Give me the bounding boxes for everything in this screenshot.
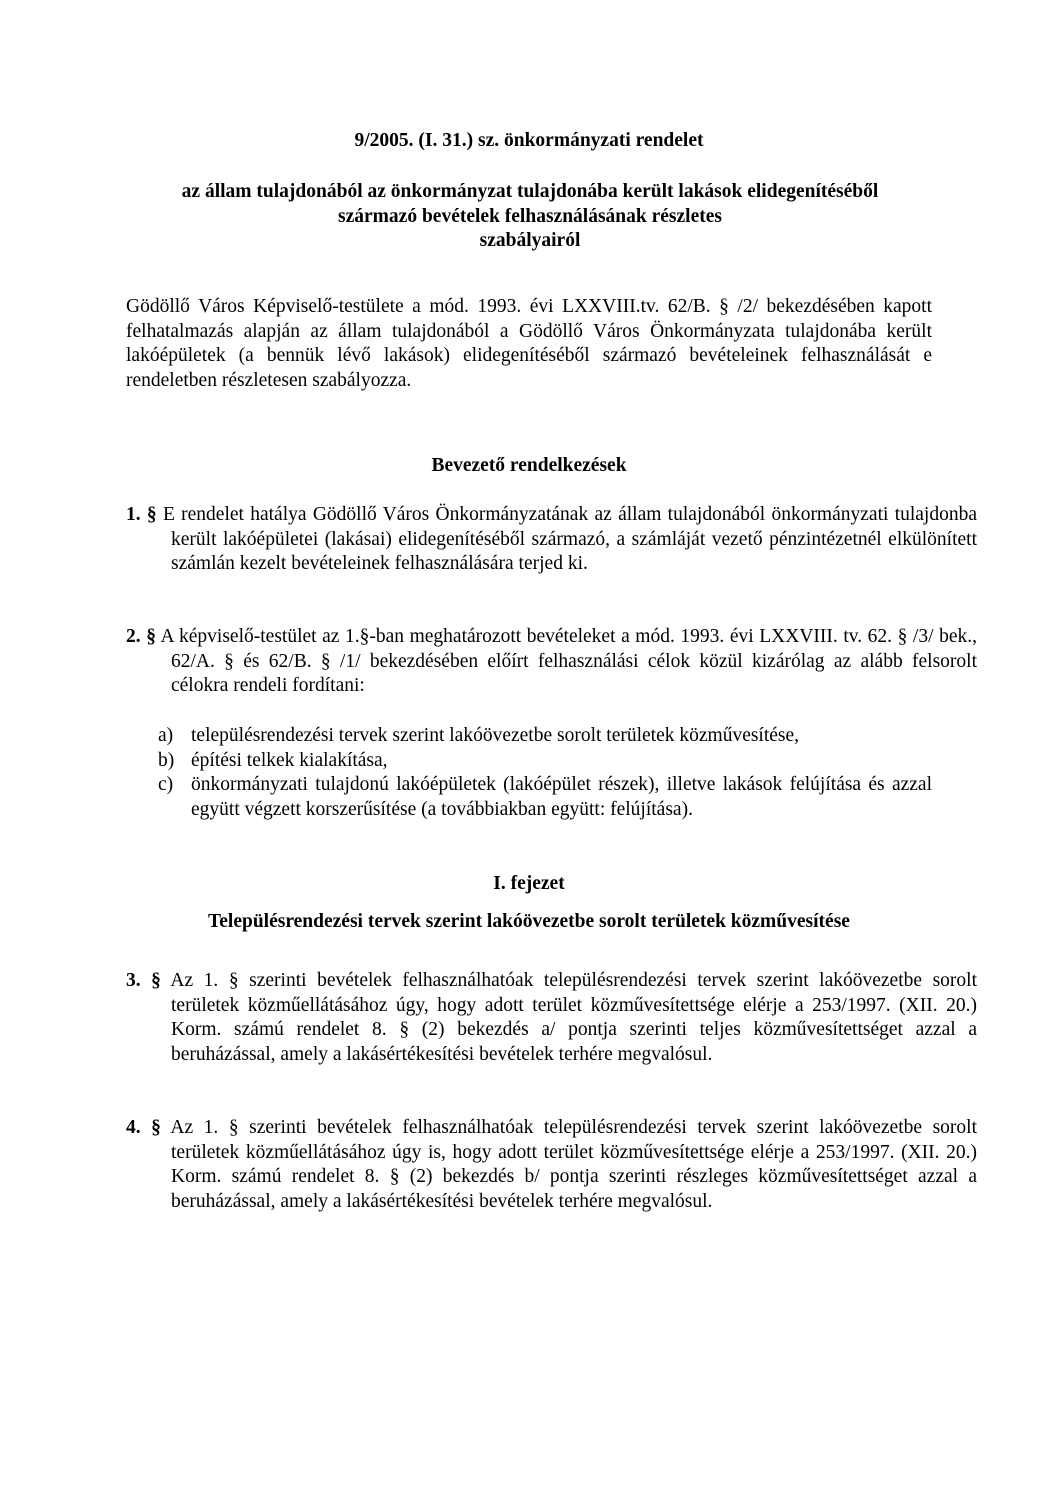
paragraph-number: 2. § — [126, 626, 156, 647]
subtitle-line: az állam tulajdonából az önkormányzat tulajdonába került lakások elidegenítéséből — [181, 181, 879, 202]
list-item-text: településrendezési tervek szerint lakóövezetbe sorolt területek közművesítése, — [191, 725, 800, 746]
list-item — [158, 749, 932, 774]
paragraph-2 — [126, 625, 977, 699]
preamble-paragraph: Gödöllő Város Képviselő-testülete a mód. 1993. évi LXXVIII.tv. 62/B. § /2/ bekezdésében kapott felhatalmazás alapján az állam tulajdonából a Gödöllő Város Önkormányzata tulajdonába került lakóépületek (a bennük lévő lakások) elidegenítéséből származó bevételeinek felhasználását e rendeletben részletesen szabályozza. — [126, 296, 932, 391]
paragraph-text: Az 1. § szerinti bevételek felhasználhatóak településrendezési tervek szerint lakóövezetbe sorolt területek közműellátásához úgy is, hogy adott terület közművesítettsége elérje a 253/1997. (XII. 20.) Korm. számú rendelet 8. § (2) bekezdés b/ pontja szerinti részleges közművesítettséget azzal a beruházással, amely a lakásértékesítési bevételek terhére megvalósul. — [160, 1117, 977, 1212]
document-subtitle — [120, 180, 940, 254]
subtitle-line: szabályairól — [479, 230, 581, 251]
list-item-text: építési telkek kialakítása, — [191, 749, 388, 771]
list-item-label: a) — [158, 725, 174, 746]
document-title: 9/2005. (I. 31.) sz. önkormányzati rendelet — [354, 130, 704, 151]
paragraph-number: 1. § — [126, 504, 157, 525]
paragraph-number: 4. § — [126, 1117, 161, 1138]
list-item — [158, 724, 932, 749]
list-item-label: b) — [158, 749, 175, 771]
section-heading: Bevezető rendelkezések — [431, 455, 627, 476]
section-heading: Településrendezési tervek szerint lakóövezetbe sorolt területek közművesítése — [208, 911, 850, 932]
paragraph-4 — [126, 1116, 977, 1214]
paragraph-text: A képviselő-testület az 1.§-ban meghatározott bevételeket a mód. 1993. évi LXXVIII. tv. 62. § /3/ bek., 62/A. § és 62/B. § /1/ bekezdésében előírt felhasználási célok közül kizárólag az alább felsorolt célokra rendeli fordítani: — [155, 626, 977, 696]
paragraph-3 — [126, 969, 977, 1067]
chapter-label: I. fejezet — [493, 873, 565, 894]
subtitle-line: származó bevételek felhasználásának részletes — [338, 205, 722, 227]
list-item-text: önkormányzati tulajdonú lakóépületek (lakóépület részek), illetve lakások felújítása és azzal együtt végzett korszerűsítése (a továbbiakban együtt: felújítása). — [191, 774, 932, 820]
paragraph-1 — [126, 503, 977, 577]
purpose-list — [158, 724, 932, 822]
list-item — [158, 773, 932, 822]
paragraph-number: 3. § — [126, 970, 161, 991]
paragraph-text: E rendelet hatálya Gödöllő Város Önkormányzatának az állam tulajdonából önkormányzati tulajdonba került lakóépületei (lakásai) elidegenítéséből származó, a számláját vezető pénzintézetnél elkülönített számlán kezelt bevételeinek felhasználására terjed ki. — [156, 504, 978, 574]
list-item-label: c) — [158, 774, 174, 795]
paragraph-text: Az 1. § szerinti bevételek felhasználhatóak településrendezési tervek szerint lakóövezetbe sorolt területek közműellátásához úgy, hogy adott terület közművesítettsége elérje a 253/1997. (XII. 20.) Korm. számú rendelet 8. § (2) bekezdés a/ pontja szerinti teljes közművesítettséget azzal a beruházással, amely a lakásértékesítési bevételek terhére megvalósul. — [160, 970, 977, 1065]
